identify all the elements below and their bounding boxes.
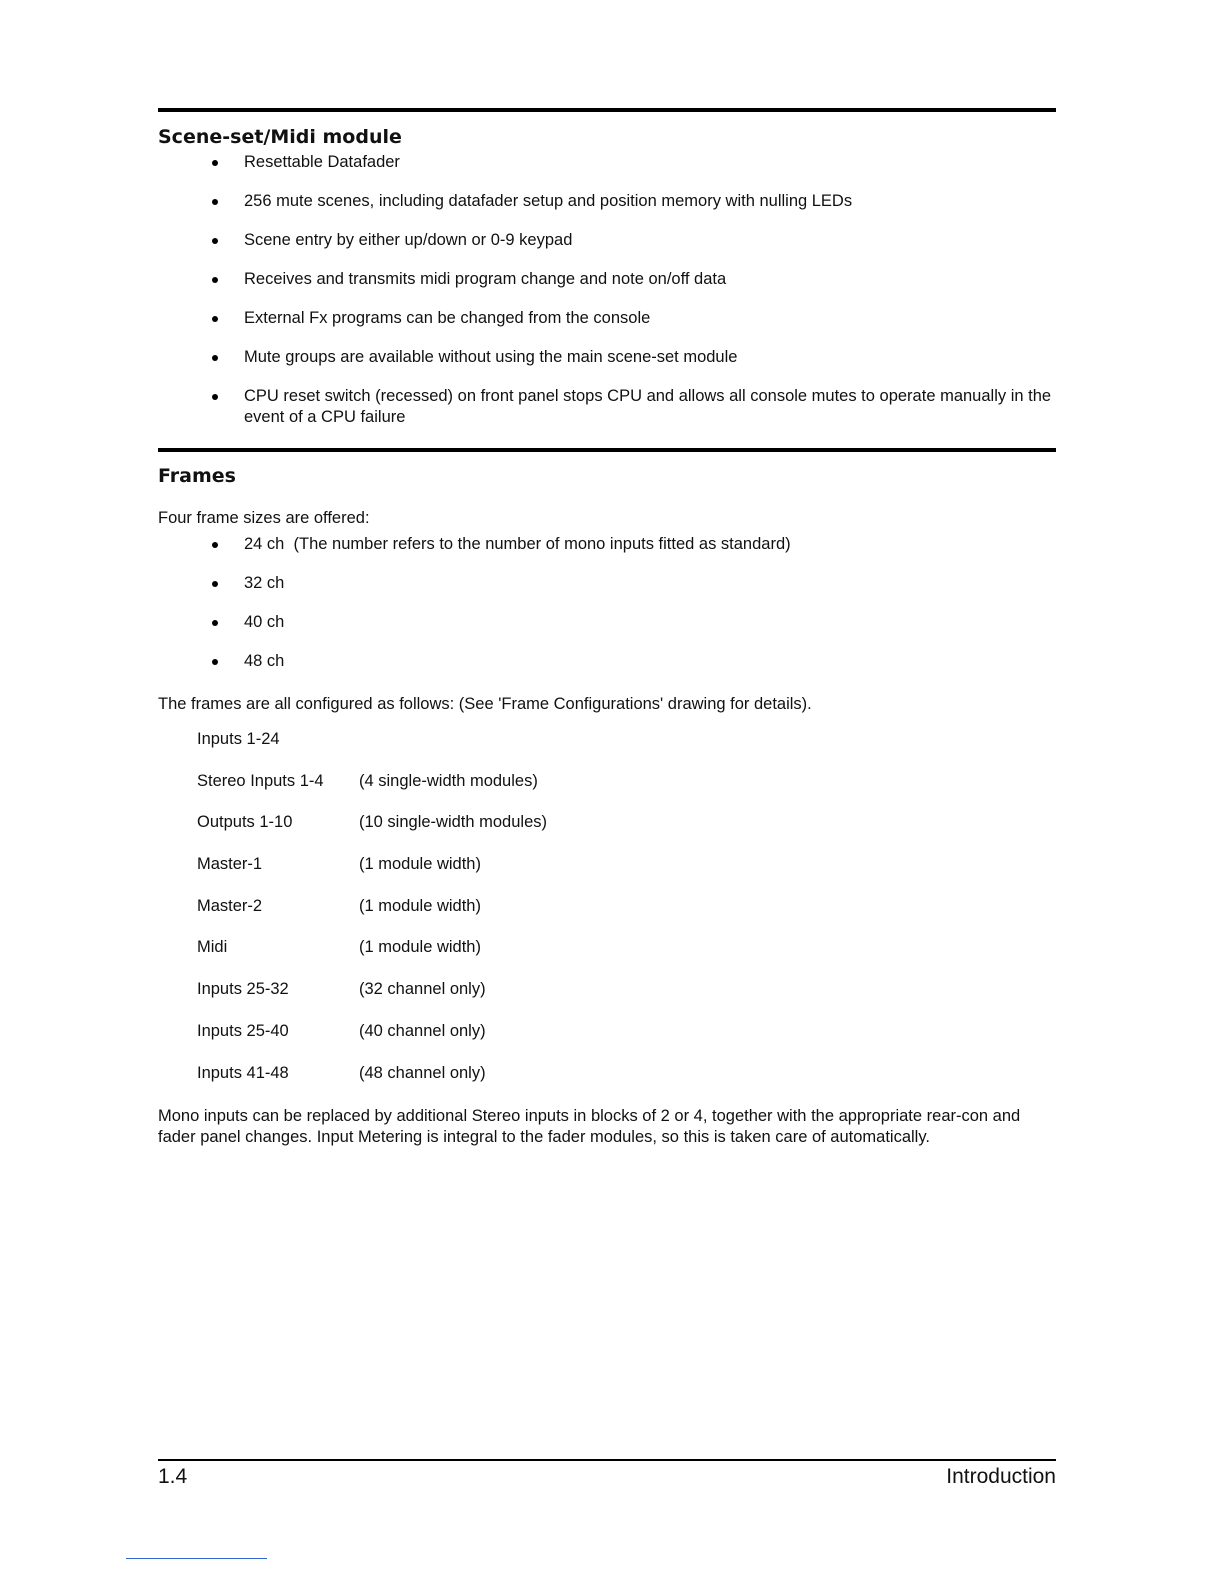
- bullet-icon: [212, 160, 218, 166]
- footer-rule: [158, 1459, 1056, 1461]
- bullet-icon: [212, 620, 218, 626]
- list-item-text: 24 ch (The number refers to the number of mono inputs fitted as standard): [244, 535, 791, 553]
- bullet-icon: [212, 542, 218, 548]
- config-name: Inputs 25-32: [197, 980, 289, 999]
- bullet-icon: [212, 277, 218, 283]
- config-name: Outputs 1-10: [197, 813, 293, 832]
- list-item-text: Receives and transmits midi program change and note on/off data: [244, 270, 727, 288]
- list-item-text: Resettable Datafader: [244, 153, 400, 171]
- table-row: [197, 812, 547, 854]
- list-item-text: Scene entry by either up/down or 0-9 keypad: [244, 231, 573, 249]
- list-item: [210, 230, 1060, 251]
- table-row: [197, 1063, 547, 1105]
- section-rule: [158, 448, 1056, 452]
- list-item: [210, 612, 1060, 633]
- config-detail: (1 module width): [359, 855, 481, 874]
- table-row: [197, 1021, 547, 1063]
- list-item-text: CPU reset switch (recessed) on front panel stops CPU and allows all console mutes to operate manually in the event of a CPU failure: [244, 387, 1052, 426]
- list-item: [210, 573, 1060, 594]
- table-row: [197, 854, 547, 896]
- config-name: Master-2: [197, 896, 263, 915]
- bullet-icon: [212, 394, 218, 400]
- config-name: Master-1: [197, 855, 263, 874]
- top-rule: [158, 108, 1056, 112]
- scene-set-heading: Scene-set/Midi module: [158, 126, 402, 148]
- config-name: Inputs 41-48: [197, 1063, 289, 1082]
- table-row: [197, 937, 547, 979]
- table-row: [197, 771, 547, 813]
- config-name: Stereo Inputs 1-4: [197, 771, 324, 790]
- config-name: Inputs 1-24: [197, 730, 280, 748]
- list-item-text: External Fx programs can be changed from the console: [244, 309, 651, 327]
- config-detail: (10 single-width modules): [359, 813, 548, 832]
- config-detail: (4 single-width modules): [359, 771, 538, 790]
- bullet-icon: [212, 199, 218, 205]
- link-underline: [126, 1558, 267, 1559]
- config-table: [197, 729, 547, 1104]
- list-item: [210, 269, 1060, 290]
- list-item: [210, 152, 1060, 173]
- frames-heading: Frames: [158, 465, 236, 487]
- closing-paragraph: Mono inputs can be replaced by additional Stereo inputs in blocks of 2 or 4, together with the appropriate rear-con and fader panel changes. Input Metering is integral to the fader modules, so this is taken care of automatically.: [158, 1107, 1021, 1146]
- page-number: 1.4: [158, 1465, 188, 1488]
- list-item-text: 256 mute scenes, including datafader setup and position memory with nulling LEDs: [244, 192, 853, 210]
- list-item: [210, 347, 1060, 368]
- list-item: [210, 534, 1060, 555]
- list-item-text: 40 ch: [244, 613, 285, 631]
- list-item-text: 48 ch: [244, 652, 285, 670]
- list-item: [210, 651, 1060, 672]
- list-item-text: Mute groups are available without using the main scene-set module: [244, 348, 738, 366]
- frame-size-list: [210, 534, 1060, 672]
- bullet-icon: [212, 316, 218, 322]
- list-item: [210, 191, 1060, 212]
- frames-intro: Four frame sizes are offered:: [158, 509, 370, 527]
- config-name: Inputs 25-40: [197, 1021, 289, 1040]
- list-item-text: 32 ch: [244, 574, 285, 592]
- table-row: [197, 979, 547, 1021]
- config-intro: The frames are all configured as follows: (See 'Frame Configurations' drawing for details).: [158, 695, 812, 713]
- scene-feature-list: [210, 152, 1060, 428]
- config-detail: (32 channel only): [359, 980, 486, 999]
- config-detail: (1 module width): [359, 938, 481, 957]
- bullet-icon: [212, 659, 218, 665]
- config-name: Midi: [197, 938, 228, 957]
- table-row: [197, 896, 547, 938]
- config-detail: (48 channel only): [359, 1063, 486, 1082]
- bullet-icon: [212, 355, 218, 361]
- bullet-icon: [212, 581, 218, 587]
- list-item: [210, 308, 1060, 329]
- list-item: [210, 386, 1060, 428]
- table-row: [197, 729, 547, 771]
- bullet-icon: [212, 238, 218, 244]
- config-detail: (40 channel only): [359, 1021, 486, 1040]
- config-detail: (1 module width): [359, 896, 481, 915]
- section-title: Introduction: [946, 1465, 1056, 1488]
